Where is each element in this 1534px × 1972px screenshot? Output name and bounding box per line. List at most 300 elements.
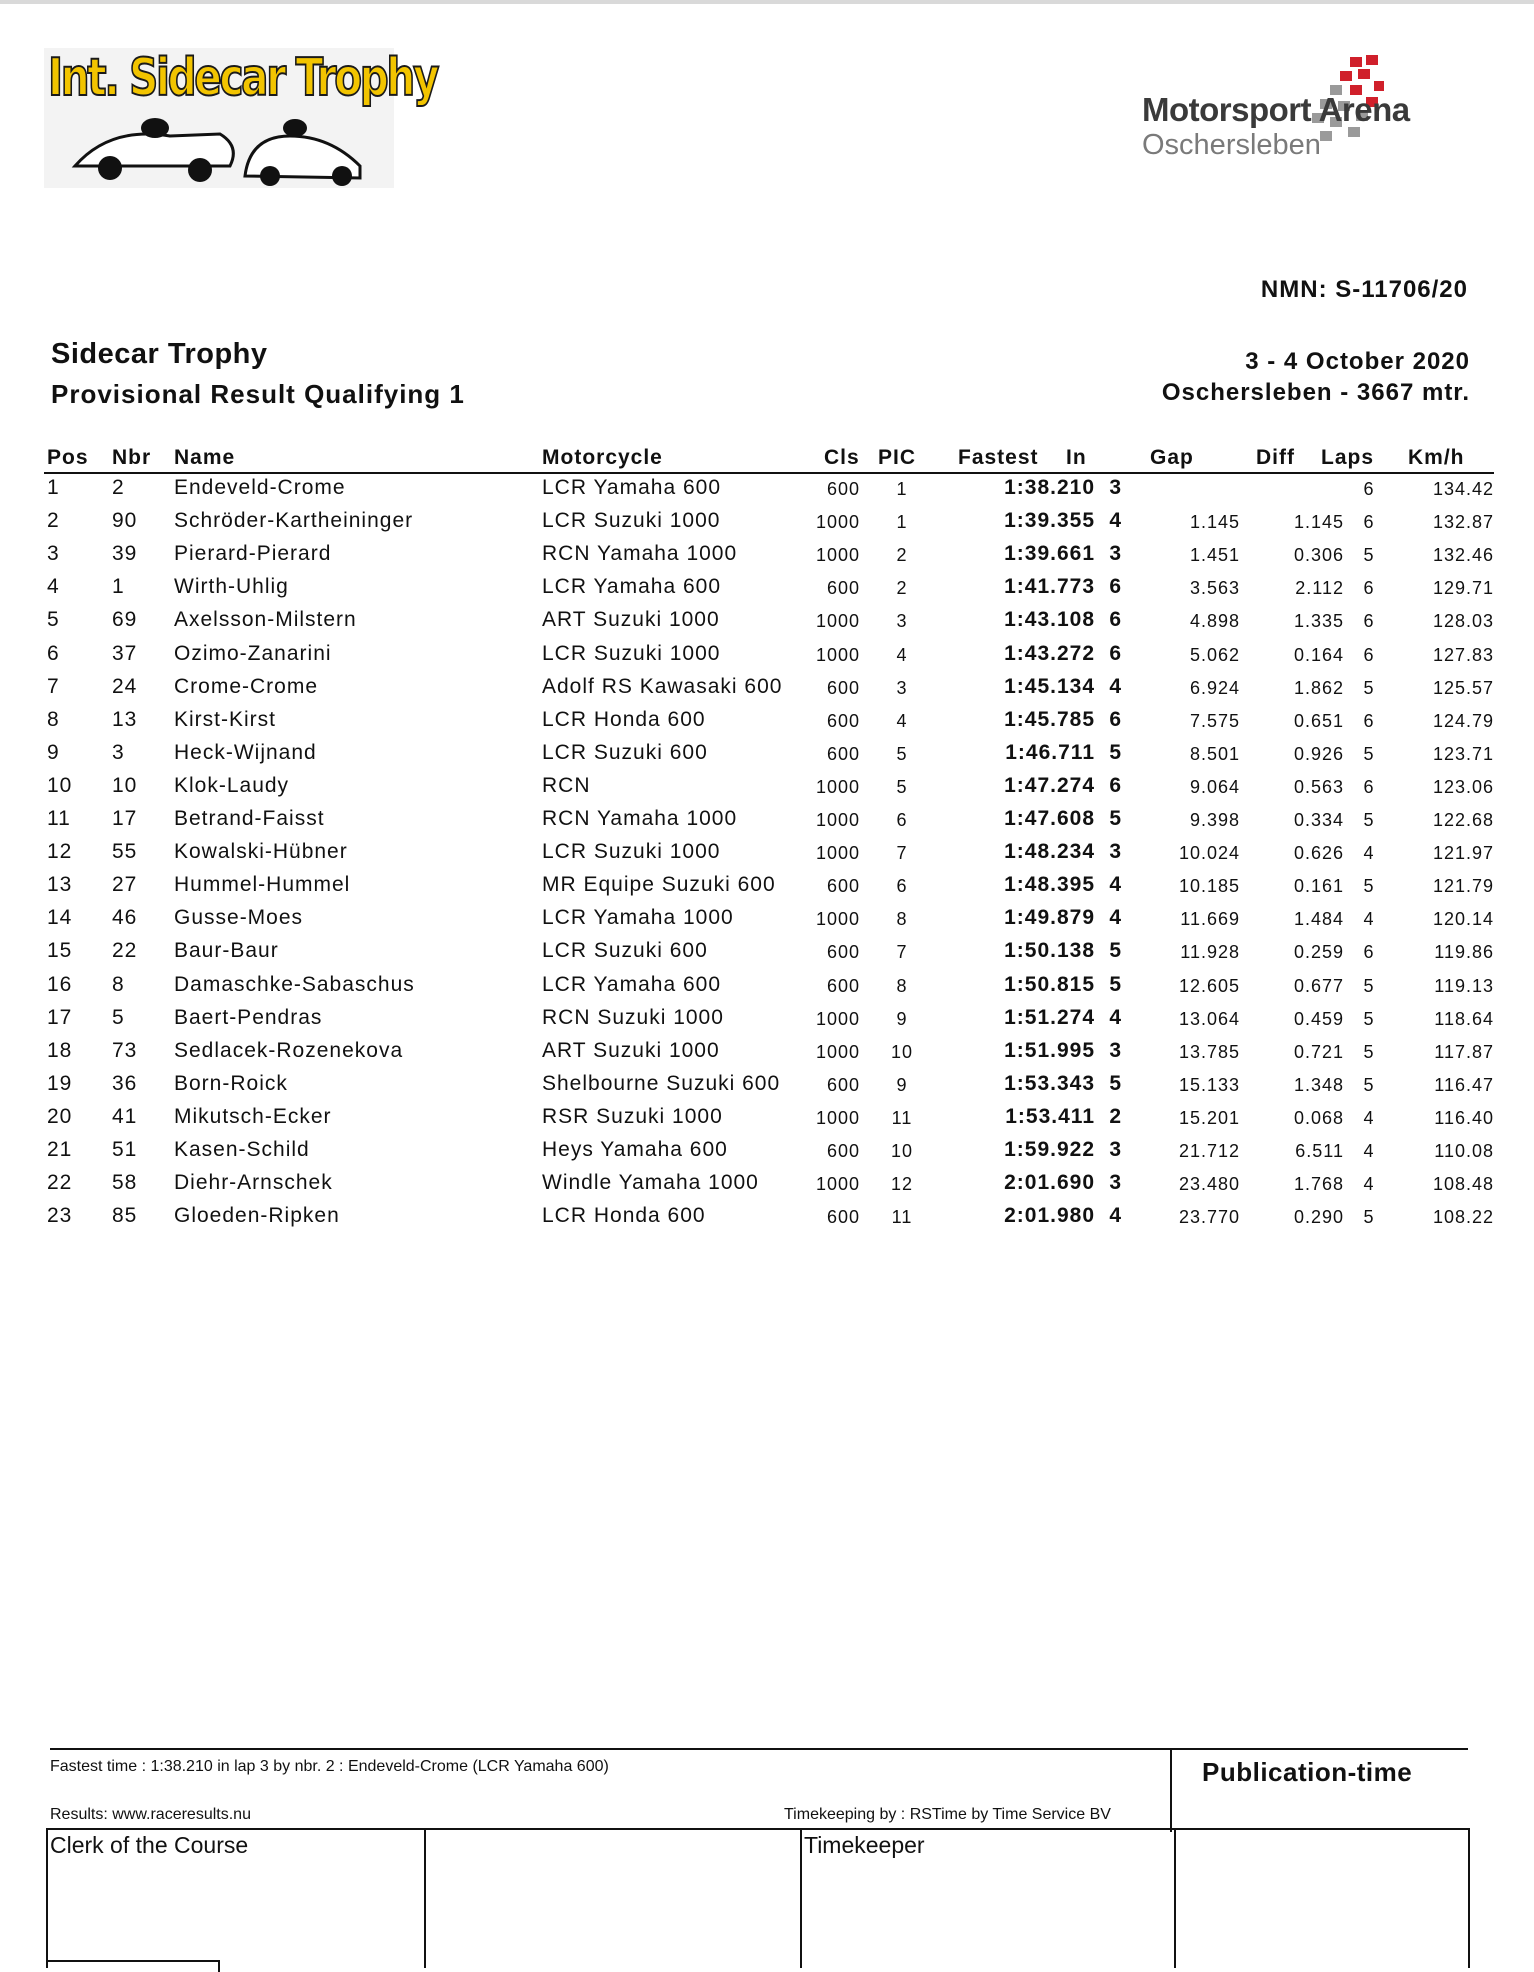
table-row bbox=[44, 1039, 1494, 1072]
signature-boxes bbox=[46, 1828, 1470, 1968]
table-row bbox=[44, 939, 1494, 972]
cell-pos: 8 bbox=[47, 707, 60, 731]
cell-pic: 5 bbox=[896, 743, 908, 764]
cell-diff: 0.161 bbox=[1293, 876, 1344, 897]
cell-in: 3 bbox=[1109, 476, 1122, 499]
cell-pos: 22 bbox=[47, 1171, 73, 1195]
cell-fastest: 1:39.355 bbox=[1004, 509, 1095, 533]
cell-laps: 6 bbox=[1363, 942, 1375, 963]
cell-cls: 1000 bbox=[815, 611, 860, 632]
cell-pic: 11 bbox=[891, 1207, 913, 1228]
cell-nbr: 3 bbox=[112, 740, 125, 764]
cell-pos: 16 bbox=[47, 972, 73, 996]
cell-pic: 10 bbox=[890, 1141, 914, 1161]
cell-nbr: 90 bbox=[112, 509, 138, 533]
cell-diff: 0.068 bbox=[1293, 1107, 1344, 1128]
cell-kmh: 118.64 bbox=[1434, 1008, 1494, 1029]
cell-kmh: 110.08 bbox=[1434, 1141, 1494, 1161]
cell-nbr: 1 bbox=[112, 575, 125, 599]
cell-diff: 0.259 bbox=[1293, 942, 1344, 963]
cell-pos: 13 bbox=[47, 873, 73, 897]
cell-kmh: 121.79 bbox=[1432, 876, 1494, 897]
cell-diff: 0.334 bbox=[1293, 810, 1344, 830]
cell-motorcycle: LCR Yamaha 600 bbox=[542, 476, 721, 499]
table-row bbox=[44, 873, 1494, 906]
cell-in: 4 bbox=[1109, 674, 1122, 698]
table-row bbox=[44, 575, 1494, 608]
cell-motorcycle: Shelbourne Suzuki 600 bbox=[542, 1071, 781, 1095]
cell-gap: 1.451 bbox=[1189, 545, 1240, 566]
header-pos: Pos bbox=[47, 446, 89, 469]
cell-in: 5 bbox=[1109, 740, 1122, 764]
cell-name: Sedlacek-Rozenekova bbox=[174, 1038, 404, 1062]
footer bbox=[44, 1748, 1474, 1968]
cell-name: Betrand-Faisst bbox=[174, 807, 325, 830]
cell-cls: 600 bbox=[826, 942, 860, 963]
table-row bbox=[44, 906, 1494, 939]
cell-motorcycle: RCN Yamaha 1000 bbox=[542, 807, 738, 830]
cell-pic: 4 bbox=[896, 644, 908, 665]
cell-pos: 17 bbox=[47, 1005, 73, 1029]
cell-pos: 7 bbox=[47, 674, 60, 698]
cell-laps: 5 bbox=[1363, 975, 1375, 996]
cell-gap: 4.898 bbox=[1189, 611, 1240, 632]
cell-pos: 2 bbox=[47, 509, 60, 533]
cell-kmh: 132.46 bbox=[1432, 545, 1494, 566]
oschersleben-text: Oschersleben bbox=[1142, 129, 1321, 161]
cell-in: 4 bbox=[1109, 1005, 1122, 1029]
cell-fastest: 1:53.343 bbox=[1004, 1071, 1095, 1095]
cell-pic: 7 bbox=[896, 843, 908, 864]
cell-nbr: 2 bbox=[112, 476, 125, 499]
cell-gap: 9.398 bbox=[1189, 810, 1240, 830]
table-row bbox=[44, 1138, 1494, 1171]
cell-kmh: 108.22 bbox=[1432, 1207, 1494, 1228]
cell-motorcycle: LCR Suzuki 1000 bbox=[542, 641, 721, 665]
cell-motorcycle: RCN bbox=[542, 773, 591, 797]
cell-gap: 5.062 bbox=[1189, 644, 1240, 665]
cell-gap: 11.669 bbox=[1180, 909, 1240, 930]
table-header bbox=[44, 446, 1494, 474]
header-cls: Cls bbox=[824, 446, 860, 469]
cell-in: 5 bbox=[1109, 972, 1122, 996]
cell-fastest: 2:01.690 bbox=[1004, 1171, 1095, 1195]
cell-name: Baert-Pendras bbox=[174, 1005, 323, 1029]
timekeeping-note: Timekeeping by : RSTime by Time Service BV bbox=[784, 1806, 1111, 1823]
publication-time-label: Publication-time bbox=[1202, 1757, 1413, 1787]
footer-rule bbox=[50, 1748, 1468, 1750]
cell-gap: 6.924 bbox=[1189, 677, 1240, 698]
top-border bbox=[0, 0, 1534, 4]
cell-fastest: 1:51.995 bbox=[1004, 1038, 1095, 1062]
cell-nbr: 13 bbox=[112, 707, 138, 731]
table-row bbox=[44, 1105, 1494, 1138]
cell-diff: 0.290 bbox=[1293, 1207, 1344, 1228]
cell-kmh: 124.79 bbox=[1432, 710, 1494, 731]
cell-in: 4 bbox=[1109, 1204, 1122, 1228]
cell-kmh: 119.13 bbox=[1434, 975, 1494, 996]
cell-pic: 9 bbox=[896, 1008, 908, 1029]
header-pic: PIC bbox=[878, 446, 917, 469]
cell-motorcycle: Windle Yamaha 1000 bbox=[542, 1171, 759, 1195]
cell-nbr: 27 bbox=[112, 873, 138, 897]
cell-fastest: 1:43.272 bbox=[1004, 641, 1095, 665]
cell-pic: 1 bbox=[896, 479, 908, 499]
cell-gap: 13.785 bbox=[1178, 1041, 1240, 1062]
cell-fastest: 1:51.274 bbox=[1004, 1005, 1095, 1029]
cell-nbr: 41 bbox=[112, 1104, 138, 1128]
cell-fastest: 1:43.108 bbox=[1004, 608, 1095, 632]
cell-nbr: 37 bbox=[112, 641, 138, 665]
cell-laps: 4 bbox=[1363, 1107, 1375, 1128]
cell-name: Kirst-Kirst bbox=[174, 707, 276, 731]
blank-signature-box bbox=[426, 1830, 802, 1968]
cell-name: Kowalski-Hübner bbox=[174, 840, 348, 864]
cell-nbr: 46 bbox=[112, 906, 138, 930]
cell-gap: 3.563 bbox=[1189, 578, 1240, 599]
cell-cls: 600 bbox=[826, 710, 860, 731]
cell-nbr: 85 bbox=[112, 1204, 138, 1228]
cell-motorcycle: RSR Suzuki 1000 bbox=[542, 1104, 723, 1128]
header-fastest: Fastest bbox=[958, 446, 1039, 469]
cell-cls: 600 bbox=[826, 677, 860, 698]
cell-in: 4 bbox=[1109, 509, 1122, 533]
cell-fastest: 1:47.608 bbox=[1004, 807, 1095, 830]
cell-diff: 0.306 bbox=[1293, 545, 1344, 566]
cell-fastest: 1:49.879 bbox=[1004, 906, 1095, 930]
cell-laps: 5 bbox=[1363, 743, 1375, 764]
cell-pos: 11 bbox=[47, 807, 71, 830]
cell-motorcycle: LCR Suzuki 1000 bbox=[542, 840, 721, 864]
cell-kmh: 123.06 bbox=[1432, 776, 1494, 797]
cell-nbr: 51 bbox=[112, 1138, 138, 1161]
motorsport-arena-logo bbox=[1140, 55, 1460, 165]
cell-pic: 2 bbox=[896, 578, 908, 599]
cell-motorcycle: Heys Yamaha 600 bbox=[542, 1138, 728, 1161]
cell-fastest: 1:47.274 bbox=[1004, 773, 1095, 797]
cell-pos: 4 bbox=[47, 575, 60, 599]
cell-gap: 9.064 bbox=[1189, 776, 1240, 797]
cell-fastest: 2:01.980 bbox=[1004, 1204, 1095, 1228]
cell-diff: 0.721 bbox=[1293, 1041, 1344, 1062]
cell-kmh: 134.42 bbox=[1432, 479, 1494, 499]
cell-nbr: 10 bbox=[112, 773, 138, 797]
cell-diff: 0.164 bbox=[1293, 644, 1344, 665]
cell-pic: 11 bbox=[891, 1107, 913, 1128]
cell-pic: 12 bbox=[890, 1174, 914, 1195]
cell-cls: 1000 bbox=[815, 644, 860, 665]
cell-cls: 1000 bbox=[815, 810, 860, 830]
cell-pic: 5 bbox=[896, 776, 908, 797]
cell-laps: 6 bbox=[1363, 512, 1375, 533]
cell-pic: 2 bbox=[896, 545, 908, 566]
table-row bbox=[44, 774, 1494, 807]
cell-cls: 600 bbox=[826, 743, 860, 764]
cell-in: 2 bbox=[1109, 1104, 1122, 1128]
cell-gap: 15.201 bbox=[1178, 1107, 1240, 1128]
header-in: In bbox=[1066, 446, 1087, 469]
cell-name: Axelsson-Milstern bbox=[174, 608, 357, 632]
cell-pic: 7 bbox=[896, 942, 908, 963]
cell-name: Hummel-Hummel bbox=[174, 873, 351, 897]
cell-diff: 1.768 bbox=[1293, 1174, 1344, 1195]
cell-gap: 23.480 bbox=[1178, 1174, 1240, 1195]
cell-pos: 10 bbox=[47, 773, 73, 797]
cell-nbr: 17 bbox=[112, 807, 138, 830]
cell-nbr: 5 bbox=[112, 1005, 125, 1029]
clerk-sub-box bbox=[48, 1960, 220, 1972]
table-row bbox=[44, 675, 1494, 708]
cell-pic: 3 bbox=[896, 677, 908, 698]
table-row bbox=[44, 1006, 1494, 1039]
cell-laps: 6 bbox=[1363, 776, 1375, 797]
cell-nbr: 24 bbox=[112, 674, 138, 698]
cell-name: Schröder-Kartheininger bbox=[174, 509, 414, 533]
cell-nbr: 8 bbox=[112, 972, 125, 996]
cell-cls: 1000 bbox=[815, 843, 860, 864]
table-row bbox=[44, 1204, 1494, 1237]
cell-diff: 1.862 bbox=[1293, 677, 1344, 698]
cell-laps: 5 bbox=[1363, 1008, 1375, 1029]
cell-laps: 5 bbox=[1363, 677, 1375, 698]
cell-diff: 1.335 bbox=[1293, 611, 1344, 632]
cell-kmh: 108.48 bbox=[1432, 1174, 1494, 1195]
cell-laps: 6 bbox=[1363, 578, 1375, 599]
table-row bbox=[44, 973, 1494, 1006]
cell-motorcycle: LCR Yamaha 600 bbox=[542, 575, 721, 599]
cell-cls: 600 bbox=[826, 876, 860, 897]
header-motorcycle: Motorcycle bbox=[542, 446, 663, 469]
cell-name: Kasen-Schild bbox=[174, 1138, 310, 1161]
cell-fastest: 1:46.711 bbox=[1005, 740, 1095, 764]
cell-kmh: 117.87 bbox=[1434, 1041, 1494, 1062]
clerk-label: Clerk of the Course bbox=[50, 1832, 249, 1858]
page-subtitle: Provisional Result Qualifying 1 bbox=[51, 379, 465, 409]
cell-cls: 1000 bbox=[815, 1174, 860, 1195]
cell-diff: 1.348 bbox=[1293, 1074, 1344, 1095]
cell-kmh: 128.03 bbox=[1432, 611, 1494, 632]
header-name: Name bbox=[174, 446, 236, 469]
cell-diff: 1.484 bbox=[1293, 909, 1344, 930]
cell-name: Gloeden-Ripken bbox=[174, 1204, 340, 1228]
cell-pic: 8 bbox=[896, 909, 908, 930]
cell-pic: 1 bbox=[896, 512, 908, 533]
cell-laps: 5 bbox=[1363, 1207, 1375, 1228]
cell-laps: 6 bbox=[1363, 710, 1375, 731]
cell-name: Ozimo-Zanarini bbox=[174, 641, 332, 665]
cell-in: 6 bbox=[1109, 707, 1122, 731]
sidecar-trophy-logo-text: Int. Sidecar Trophy bbox=[48, 48, 438, 108]
cell-fastest: 1:39.661 bbox=[1004, 542, 1095, 566]
cell-pos: 19 bbox=[47, 1071, 73, 1095]
cell-pic: 6 bbox=[896, 876, 908, 897]
event-venue: Oschersleben - 3667 mtr. bbox=[1161, 379, 1470, 406]
page-title: Sidecar Trophy bbox=[51, 338, 268, 370]
cell-kmh: 125.57 bbox=[1432, 677, 1494, 698]
cell-motorcycle: LCR Yamaha 600 bbox=[542, 972, 721, 996]
cell-fastest: 1:48.395 bbox=[1004, 873, 1095, 897]
cell-laps: 5 bbox=[1363, 876, 1375, 897]
cell-nbr: 58 bbox=[112, 1171, 138, 1195]
cell-kmh: 129.71 bbox=[1432, 578, 1494, 599]
cell-kmh: 116.47 bbox=[1434, 1074, 1494, 1095]
cell-motorcycle: LCR Suzuki 1000 bbox=[542, 509, 721, 533]
cell-pos: 18 bbox=[47, 1038, 73, 1062]
cell-pos: 20 bbox=[47, 1104, 73, 1128]
cell-laps: 5 bbox=[1363, 1074, 1375, 1095]
cell-diff: 0.651 bbox=[1293, 710, 1344, 731]
timekeeper-label: Timekeeper bbox=[804, 1832, 925, 1858]
cell-kmh: 123.71 bbox=[1432, 743, 1494, 764]
cell-diff: 2.112 bbox=[1295, 578, 1344, 599]
cell-cls: 600 bbox=[826, 1141, 860, 1161]
cell-laps: 6 bbox=[1363, 644, 1375, 665]
table-row bbox=[44, 509, 1494, 542]
cell-nbr: 22 bbox=[112, 939, 138, 963]
table-row bbox=[44, 708, 1494, 741]
cell-pic: 3 bbox=[896, 611, 908, 632]
cell-in: 4 bbox=[1109, 873, 1122, 897]
cell-name: Gusse-Moes bbox=[174, 906, 304, 930]
cell-in: 3 bbox=[1109, 1138, 1122, 1161]
cell-gap: 23.770 bbox=[1178, 1207, 1240, 1228]
cell-gap: 13.064 bbox=[1178, 1008, 1240, 1029]
cell-name: Born-Roick bbox=[174, 1071, 288, 1095]
cell-fastest: 1:45.785 bbox=[1004, 707, 1095, 731]
cell-diff: 0.459 bbox=[1293, 1008, 1344, 1029]
cell-pos: 5 bbox=[47, 608, 60, 632]
cell-gap: 8.501 bbox=[1189, 743, 1240, 764]
cell-laps: 5 bbox=[1363, 810, 1375, 830]
cell-in: 5 bbox=[1109, 1071, 1122, 1095]
cell-laps: 6 bbox=[1363, 479, 1375, 499]
cell-diff: 0.677 bbox=[1293, 975, 1344, 996]
cell-motorcycle: Adolf RS Kawasaki 600 bbox=[542, 674, 783, 698]
cell-motorcycle: ART Suzuki 1000 bbox=[542, 608, 720, 632]
cell-pos: 9 bbox=[47, 740, 60, 764]
cell-pos: 23 bbox=[47, 1204, 73, 1228]
cell-pic: 6 bbox=[896, 810, 908, 830]
table-row bbox=[44, 476, 1494, 509]
cell-cls: 1000 bbox=[815, 776, 860, 797]
table-row bbox=[44, 1171, 1494, 1204]
cell-diff: 0.926 bbox=[1293, 743, 1344, 764]
header-gap: Gap bbox=[1150, 446, 1194, 469]
table-row bbox=[44, 1072, 1494, 1105]
cell-cls: 1000 bbox=[815, 512, 860, 533]
cell-nbr: 36 bbox=[112, 1071, 138, 1095]
cell-fastest: 1:48.234 bbox=[1004, 840, 1095, 864]
cell-gap: 12.605 bbox=[1178, 975, 1240, 996]
cell-diff: 0.563 bbox=[1293, 776, 1344, 797]
cell-in: 5 bbox=[1109, 807, 1122, 830]
cell-fastest: 1:38.210 bbox=[1004, 476, 1095, 499]
cell-cls: 1000 bbox=[815, 1041, 860, 1062]
cell-pic: 4 bbox=[896, 710, 908, 731]
cell-gap: 10.024 bbox=[1178, 843, 1240, 864]
table-row bbox=[44, 642, 1494, 675]
cell-gap: 7.575 bbox=[1189, 710, 1240, 731]
fastest-time-note: Fastest time : 1:38.210 in lap 3 by nbr. 2 : Endeveld-Crome (LCR Yamaha 600) bbox=[50, 1758, 609, 1775]
cell-in: 3 bbox=[1109, 1038, 1122, 1062]
cell-cls: 1000 bbox=[815, 909, 860, 930]
motorsport-arena-text: Motorsport Arena bbox=[1142, 91, 1410, 128]
cell-name: Damaschke-Sabaschus bbox=[174, 972, 415, 996]
cell-in: 6 bbox=[1109, 575, 1122, 599]
cell-gap: 21.712 bbox=[1178, 1141, 1240, 1161]
cell-cls: 600 bbox=[826, 1074, 860, 1095]
cell-name: Endeveld-Crome bbox=[174, 476, 346, 499]
cell-fastest: 1:45.134 bbox=[1004, 674, 1095, 698]
cell-laps: 4 bbox=[1363, 843, 1375, 864]
cell-kmh: 122.68 bbox=[1432, 810, 1494, 830]
clerk-signature-box bbox=[48, 1830, 426, 1968]
cell-in: 5 bbox=[1109, 939, 1122, 963]
nmn-number: NMN: S-11706/20 bbox=[1260, 276, 1468, 303]
cell-name: Baur-Baur bbox=[174, 939, 279, 963]
header-diff: Diff bbox=[1256, 446, 1295, 469]
cell-pic: 10 bbox=[890, 1041, 914, 1062]
cell-motorcycle: MR Equipe Suzuki 600 bbox=[542, 873, 776, 897]
cell-pos: 1 bbox=[47, 476, 60, 499]
cell-in: 6 bbox=[1109, 641, 1122, 665]
cell-motorcycle: LCR Yamaha 1000 bbox=[542, 906, 734, 930]
cell-laps: 6 bbox=[1363, 611, 1375, 632]
cell-pos: 14 bbox=[47, 906, 73, 930]
cell-motorcycle: RCN Suzuki 1000 bbox=[542, 1005, 724, 1029]
cell-pic: 8 bbox=[896, 975, 908, 996]
table-row bbox=[44, 741, 1494, 774]
sidecar-trophy-logo bbox=[44, 48, 438, 188]
cell-fastest: 1:53.411 bbox=[1005, 1104, 1095, 1128]
cell-name: Wirth-Uhlig bbox=[174, 575, 289, 599]
header-laps: Laps bbox=[1321, 446, 1375, 469]
event-date: 3 - 4 October 2020 bbox=[1245, 348, 1470, 375]
cell-pos: 21 bbox=[47, 1138, 73, 1161]
cell-in: 4 bbox=[1109, 906, 1122, 930]
cell-cls: 600 bbox=[826, 1207, 860, 1228]
cell-laps: 4 bbox=[1363, 909, 1375, 930]
cell-pic: 9 bbox=[896, 1074, 908, 1095]
cell-diff: 0.626 bbox=[1293, 843, 1344, 864]
cell-cls: 600 bbox=[826, 975, 860, 996]
header-nbr: Nbr bbox=[112, 446, 152, 469]
cell-kmh: 121.97 bbox=[1432, 843, 1494, 864]
cell-name: Pierard-Pierard bbox=[174, 542, 332, 566]
cell-nbr: 55 bbox=[112, 840, 138, 864]
cell-motorcycle: LCR Honda 600 bbox=[542, 1204, 706, 1228]
cell-laps: 4 bbox=[1363, 1174, 1375, 1195]
cell-in: 6 bbox=[1109, 608, 1122, 632]
results-website: Results: www.raceresults.nu bbox=[50, 1806, 251, 1823]
cell-in: 3 bbox=[1109, 1171, 1122, 1195]
cell-motorcycle: RCN Yamaha 1000 bbox=[542, 542, 738, 566]
cell-cls: 600 bbox=[826, 479, 860, 499]
cell-fastest: 1:59.922 bbox=[1004, 1138, 1095, 1161]
cell-fastest: 1:50.138 bbox=[1004, 939, 1095, 963]
timekeeper-signature-box bbox=[802, 1830, 1176, 1968]
cell-cls: 1000 bbox=[815, 1107, 860, 1128]
cell-in: 3 bbox=[1109, 542, 1122, 566]
cell-name: Klok-Laudy bbox=[174, 773, 290, 797]
cell-gap: 15.133 bbox=[1178, 1074, 1240, 1095]
footer-divider bbox=[1170, 1748, 1172, 1832]
cell-nbr: 39 bbox=[112, 542, 138, 566]
cell-diff: 6.511 bbox=[1295, 1141, 1344, 1161]
cell-motorcycle: LCR Suzuki 600 bbox=[542, 939, 708, 963]
table-row bbox=[44, 608, 1494, 641]
cell-pos: 3 bbox=[47, 542, 60, 566]
